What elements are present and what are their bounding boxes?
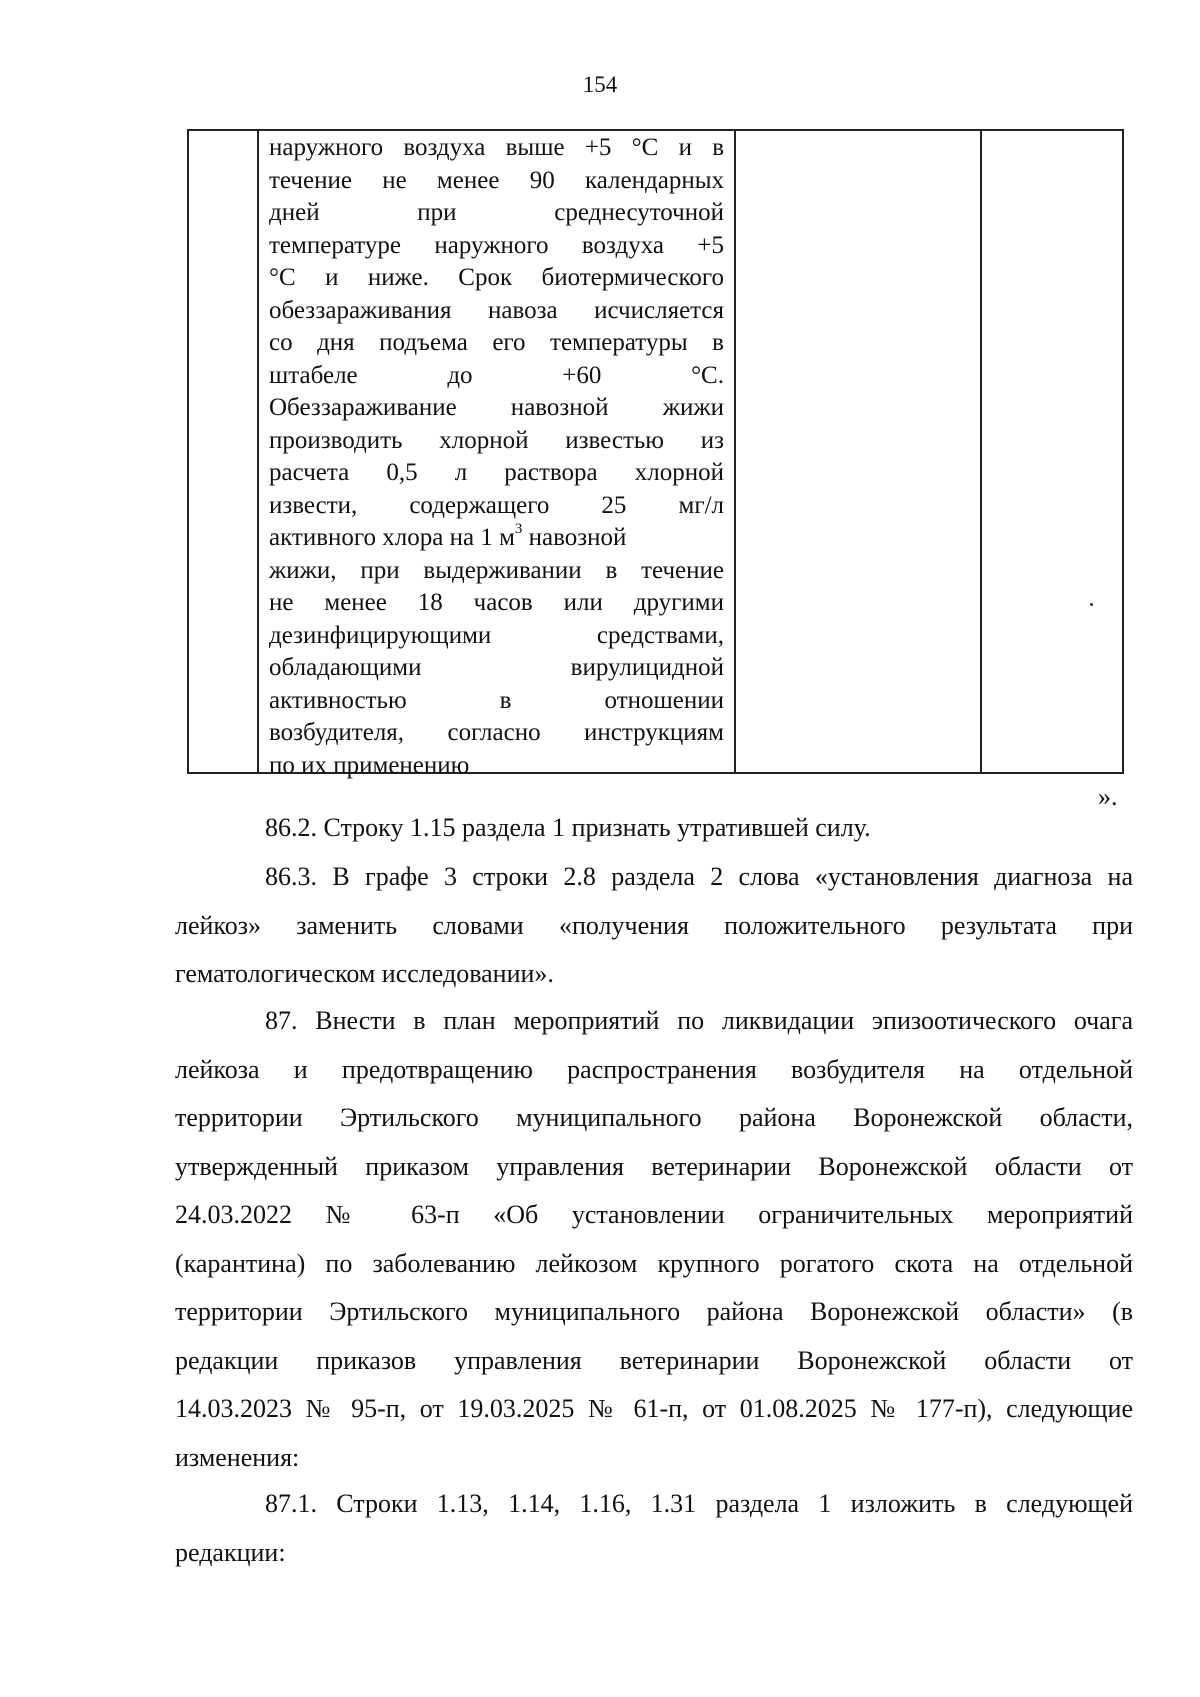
table-cell-line: возбудителя, согласно инструкциям — [269, 719, 724, 746]
paragraph-line: 86.2. Строку 1.15 раздела 1 признать утратившей силу. — [265, 813, 871, 842]
table-cell-line: дней при среднесуточной — [269, 199, 724, 226]
paragraph-line: 24.03.2022 № 63-п «Об установлении ограничительных мероприятий — [175, 1200, 1133, 1229]
table-cell-line: температуре наружного воздуха +5 — [269, 231, 724, 259]
table-cell-line: со дня подъема его температуры в — [269, 329, 724, 356]
paragraph-line: лейкоз» заменить словами «получения положительного результата при — [175, 910, 1133, 940]
table-cell-line: °С и ниже. Срок биотермического — [269, 264, 724, 291]
paragraph-line: гематологическом исследовании». — [175, 959, 554, 988]
paragraph-line: 14.03.2023 № 95-п, от 19.03.2025 № 61-п, от 01.08.2025 № 177-п), следующие — [175, 1394, 1133, 1423]
table-cell-line: извести, содержащего 25 мг/л — [269, 491, 724, 519]
paragraph-line: 86.3. В графе 3 строки 2.8 раздела 2 слова «установления диагноза на — [265, 862, 1133, 891]
table-cell-text — [269, 132, 724, 782]
table-column-divider — [734, 131, 736, 772]
scan-speck — [1090, 603, 1093, 606]
table-cell-line-text: навозной — [522, 524, 627, 551]
paragraph-line: 87.1. Строки 1.13, 1.14, 1.16, 1.31 раздела 1 изложить в следующей — [265, 1489, 1133, 1518]
paragraph-86-2 — [175, 804, 1133, 853]
paragraph-line: изменения: — [175, 1442, 300, 1472]
paragraph-line: лейкоза и предотвращению распространения возбудителя на отдельной — [175, 1054, 1133, 1084]
table-cell-line: расчета 0,5 л раствора хлорной — [269, 459, 724, 486]
table-column-divider — [257, 131, 259, 772]
paragraph-line: утвержденный приказом управления ветеринарии Воронежской области от — [175, 1151, 1133, 1181]
table-fragment — [187, 129, 1124, 779]
superscript: 3 — [514, 520, 523, 537]
paragraph-86-3 — [175, 853, 1133, 999]
paragraph-87-1 — [175, 1480, 1133, 1577]
table-cell-line: жижи, при выдерживании в течение — [269, 556, 724, 584]
table-cell-line: течение не менее 90 календарных — [269, 166, 724, 194]
closing-quote: ». — [1098, 782, 1118, 811]
paragraph-line: редакции: — [175, 1537, 286, 1567]
table-cell-line: обладающими вирулицидной — [269, 654, 724, 681]
table-column-divider — [980, 131, 982, 772]
page-number: 154 — [582, 72, 618, 97]
paragraph-line: редакции приказов управления ветеринарии Воронежской области от — [175, 1345, 1133, 1375]
paragraph-line: 87. Внести в план мероприятий по ликвидации эпизоотического очага — [265, 1006, 1133, 1035]
table-cell-line: Обеззараживание навозной жижи — [269, 394, 724, 421]
table-cell-line: обеззараживания навоза исчисляется — [269, 296, 724, 324]
table-cell-line-text: активного хлора на 1 м — [269, 524, 515, 551]
table-cell-line: штабеле до +60 °С. — [269, 361, 724, 389]
table-cell-line: активностью в отношении — [269, 686, 724, 714]
paragraph-line: (карантина) по заболеванию лейкозом крупного рогатого скота на отдельной — [175, 1248, 1133, 1278]
table-cell-line: производить хлорной известью из — [269, 426, 724, 454]
paragraph-87 — [175, 997, 1133, 1482]
table-cell-line: наружного воздуха выше +5 °С и в — [269, 134, 724, 161]
paragraph-line: территории Эртильского муниципального района Воронежской области» (в — [175, 1297, 1133, 1326]
table-cell-line: дезинфицирующими средствами, — [269, 621, 724, 649]
paragraph-line: территории Эртильского муниципального района Воронежской области, — [175, 1103, 1133, 1132]
table-cell-line: не менее 18 часов или другими — [269, 589, 724, 616]
table-cell-line — [269, 522, 724, 555]
table-cell-line: по их применению — [269, 751, 470, 779]
